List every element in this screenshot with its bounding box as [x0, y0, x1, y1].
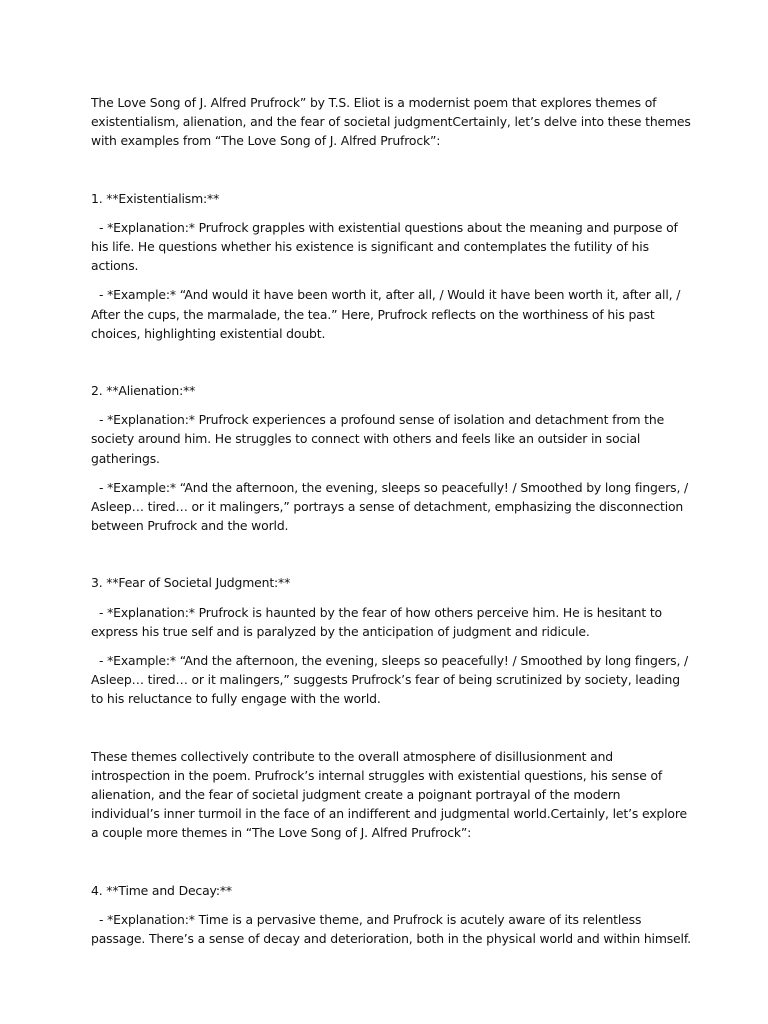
- intro-paragraph: The Love Song of J. Alfred Prufrock” by T.S. Eliot is a modernist poem that explores themes of existentialism, alienation, and the fear of societal judgmentCertainly, let’s delve into these themes with examples from “The Love Song of J. Alfred Prufrock”:: [91, 95, 691, 149]
- document-body: [91, 93, 691, 958]
- section-explanation-fear-of-judgment: - *Explanation:* Prufrock is haunted by the fear of how others perceive him. He is hesitant to express his true self and is paralyzed by the anticipation of judgment and ridicule.: [91, 604, 662, 639]
- section-heading-time-and-decay: 4. **Time and Decay:**: [91, 882, 232, 898]
- section-heading-alienation: 2. **Alienation:**: [91, 383, 196, 399]
- section-heading-fear-of-judgment: 3. **Fear of Societal Judgment:**: [91, 575, 291, 591]
- summary-paragraph: These themes collectively contribute to the overall atmosphere of disillusionment and introspection in the poem. Prufrock’s internal struggles with existential questions, his sense of alienation, and the fear of societal judgment create a poignant portrayal of the modern individual’s inner turmoil in the face of an indifferent and judgmental world.Certainly, let’s explore a couple more themes in “The Love Song of J. Alfred Prufrock”:: [91, 748, 687, 841]
- section-explanation-alienation: - *Explanation:* Prufrock experiences a profound sense of isolation and detachment from the society around him. He struggles to connect with others and feels like an outsider in social gatherings.: [91, 412, 665, 466]
- section-explanation-existentialism: - *Explanation:* Prufrock grapples with existential questions about the meaning and purpose of his life. He questions whether his existence is significant and contemplates the futility of his actions.: [91, 219, 678, 274]
- section-explanation-time-and-decay: - *Explanation:* Time is a pervasive theme, and Prufrock is acutely aware of its relentless passage. There’s a sense of decay and deterioration, both in the physical world and within himself.: [91, 911, 691, 947]
- section-example-existentialism: - *Example:* “And would it have been worth it, after all, / Would it have been worth it, after all, / After the cups, the marmalade, the tea.” Here, Prufrock reflects on the worthiness of his past choices, highlighting existential doubt.: [91, 287, 681, 341]
- section-example-alienation: - *Example:* “And the afternoon, the evening, sleeps so peacefully! / Smoothed by long fingers, / Asleep… tired… or it malingers,” portrays a sense of detachment, emphasizing the disconnection between Prufrock and the world.: [91, 479, 689, 534]
- section-heading-existentialism: 1. **Existentialism:**: [91, 190, 220, 206]
- section-example-fear-of-judgment: - *Example:* “And the afternoon, the evening, sleeps so peacefully! / Smoothed by long fingers, / Asleep… tired… or it malingers,” suggests Prufrock’s fear of being scrutinized by society, leading to his reluctance to fully engage with the world.: [91, 653, 689, 707]
